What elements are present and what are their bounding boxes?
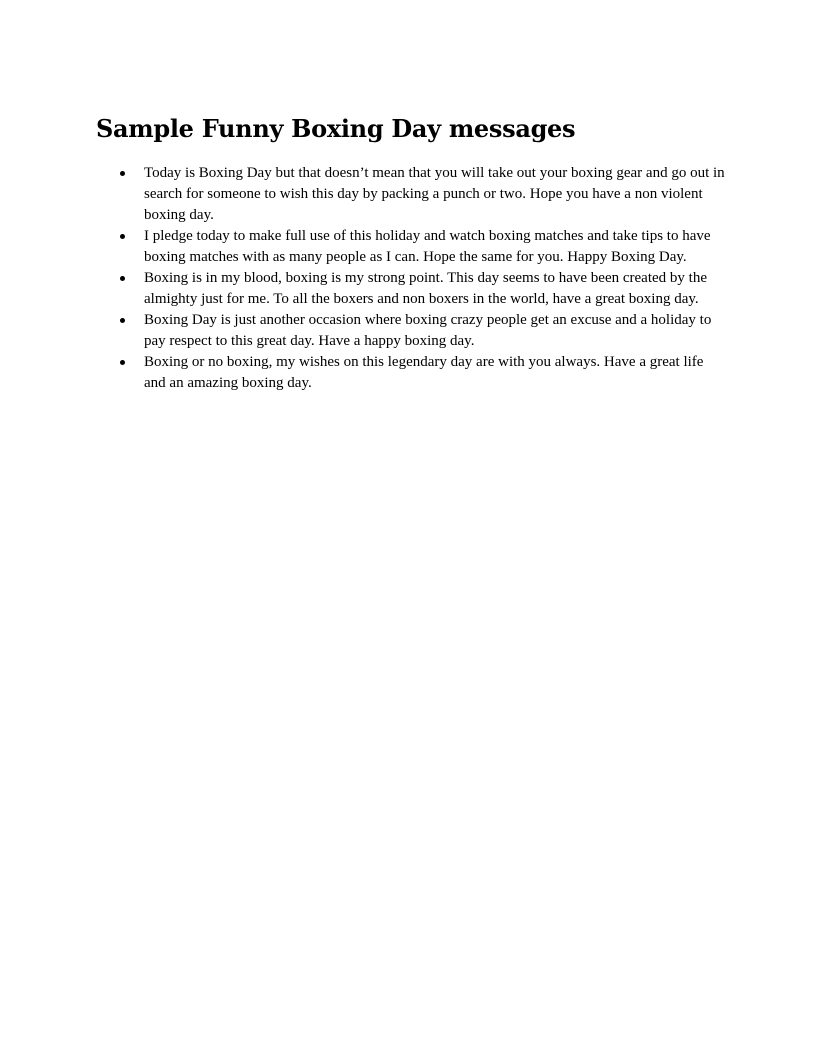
document-title: Sample Funny Boxing Day messages bbox=[96, 114, 576, 143]
list-item bbox=[96, 352, 726, 394]
list-item bbox=[96, 226, 726, 268]
list-item bbox=[96, 268, 726, 310]
bullet-icon bbox=[120, 318, 125, 323]
bullet-list bbox=[96, 163, 726, 394]
bullet-icon bbox=[120, 360, 125, 365]
bullet-text: Boxing is in my blood, boxing is my strong point. This day seems to have been created by the almighty just for me. To all the boxers and non boxers in the world, have a great boxing day. bbox=[144, 270, 707, 307]
bullet-text: Boxing or no boxing, my wishes on this legendary day are with you always. Have a great life and an amazing boxing day. bbox=[144, 354, 704, 391]
bullet-icon bbox=[120, 276, 125, 281]
bullet-text: Boxing Day is just another occasion where boxing crazy people get an excuse and a holiday to pay respect to this great day. Have a happy boxing day. bbox=[144, 312, 712, 349]
bullet-text: I pledge today to make full use of this holiday and watch boxing matches and take tips to have boxing matches with as many people as I can. Hope the same for you. Happy Boxing Day. bbox=[144, 228, 711, 265]
bullet-icon bbox=[120, 234, 125, 239]
list-item bbox=[96, 163, 726, 226]
bullet-text: Today is Boxing Day but that doesn’t mean that you will take out your boxing gear and go out in search for someone to wish this day by packing a punch or two. Hope you have a non violent boxing day. bbox=[144, 165, 725, 223]
bullet-icon bbox=[120, 171, 125, 176]
list-item bbox=[96, 310, 726, 352]
